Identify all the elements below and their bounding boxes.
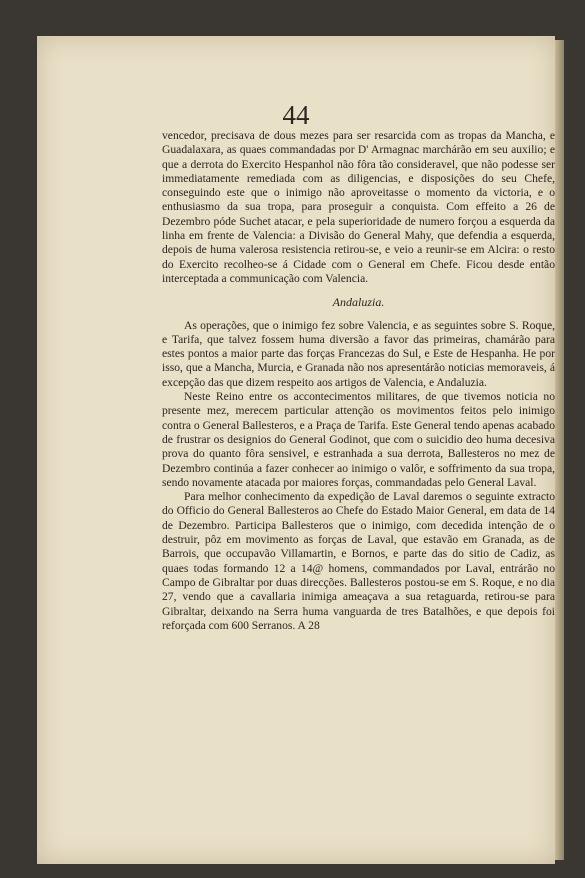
paragraph-valencia-end: vencedor, precisava de dous mezes para ser resarcida com as tropas da Mancha, e Guadalaxara, as quaes commandadas por D' Armagnac marchárão em seu auxilio; e que a derrota do Exercito Hespanhol não fôra tão consideravel, que não podesse ser immediatamente remediada com as diligencias, e disposições do seu Chefe, conseguindo este que o inimigo não aproveitasse o momento da victoria, e o enthusiasmo da sua tropa, para proseguir a conquista. Com effeito a 26 de Dezembro póde Suchet atacar, e pela superioridade de numero forçou a esquerda da linha em frente de Valencia: a Divisão do General Mahy, que defendia a esquerda, depois de huma valerosa resistencia retirou-se, e veio a reunir-se em Alcira: o resto do Exercito recolheo-se á Cidade com o General em Chefe. Ficou desde então interceptada a communicação com Valencia. bbox=[162, 129, 555, 285]
page-text bbox=[162, 129, 555, 633]
book-page bbox=[37, 36, 555, 864]
page-edge bbox=[555, 40, 564, 860]
page-number: 44 bbox=[282, 100, 310, 130]
paragraph-operations: As operações, que o inimigo fez sobre Valencia, e as seguintes sobre S. Roque, e Tarifa, que talvez fossem huma diversão a favor das primeiras, chamárão para estes pontos a maior parte das forças Francezas do Sul, e Este de Hespanha. He por isso, que a Mancha, Murcia, e Granada não nos apresentárão noticias memoraveis, á excepção das que dizem respeito aos artigos de Valencia, e Andaluzia. bbox=[162, 318, 555, 389]
paragraph-laval-expedition: Para melhor conhecimento da expedição de Laval daremos o seguinte extracto do Officio do General Ballesteros ao Chefe do Estado Maior General, em data de 14 de Dezembro. Participa Ballesteros que o inimigo, com decedida intenção de o destruir, pôz em movimento as forças de Laval, que estavão em Granada, as de Barrois, que occupavão Villamartin, e Bornos, e parte das do sitio de Cadiz, as quaes todas formando 12 a 14@ homens, commandados por Laval, entrárão no Campo de Gibraltar por duas direcções. Ballesteros postou-se em S. Roque, e no dia 27, vendo que a cavallaria inimiga ameaçava a sua retaguarda, retirou-se para Gibraltar, deixando na Serra huma vanguarda de tres Batalhões, e que depois foi reforçada com 600 Serranos. A 28 bbox=[162, 490, 555, 632]
section-title-andaluzia: Andaluzia. bbox=[332, 295, 385, 310]
paragraph-reino: Neste Reino entre os accontecimentos militares, de que tivemos noticia no presente mez, merecem particular attenção os movimentos feitos pelo inimigo contra o General Ballesteros, e a Praça de Tarifa. Este General tendo apenas acabado de frustrar os designios do General Godinot, que com o suicidio deo huma decesiva prova do quanto fôra sensivel, e estranhada a sua derrota, Ballesteros no mez de Dezembro continúa a fazer conhecer ao inimigo o valôr, e soffrimento da sua tropa, sendo novamente atacada por maiores forças, commandadas pelo General Laval. bbox=[162, 390, 555, 489]
